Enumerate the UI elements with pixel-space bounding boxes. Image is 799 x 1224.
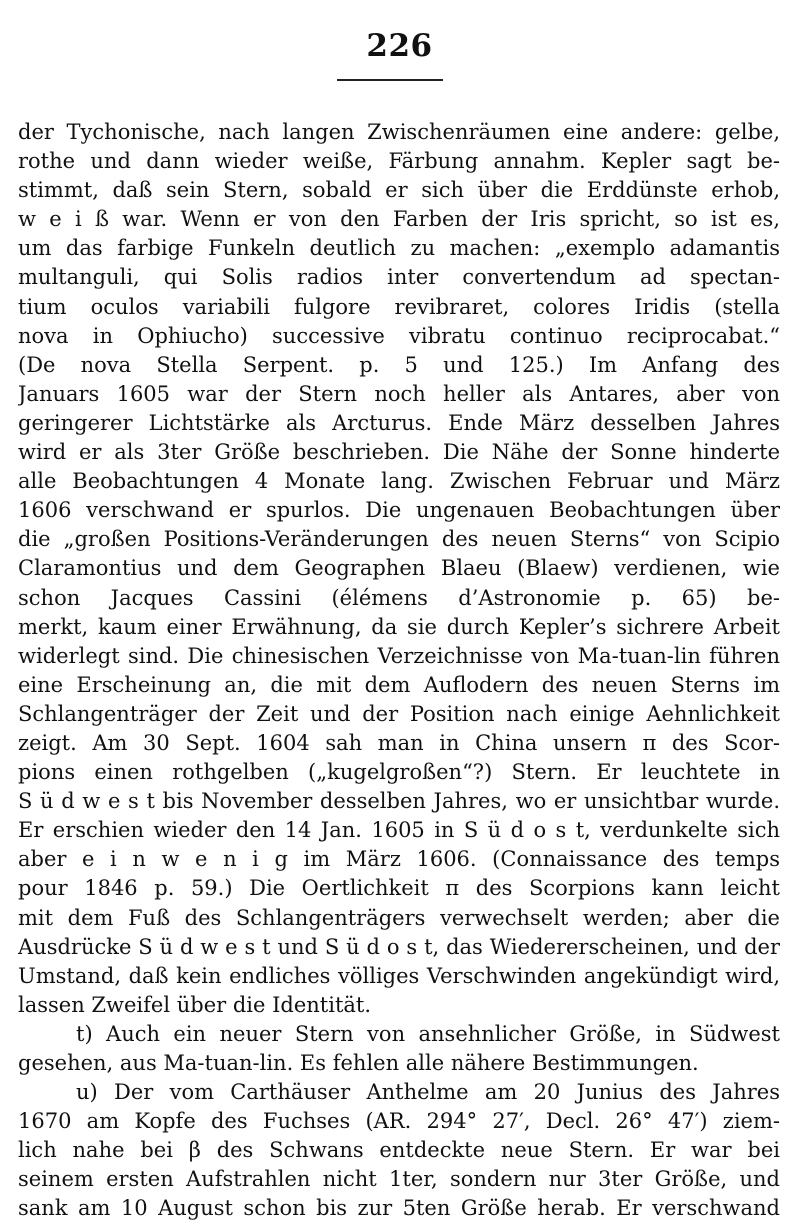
text-line: wird er als 3ter Größe beschrieben. Die Nähe der Sonne hinderte — [18, 440, 780, 465]
page-number: 226 — [366, 28, 433, 64]
text-line: der Tychonische, nach langen Zwischenräumen eine andere: gelbe, — [18, 120, 780, 144]
note-t-line: gesehen, aus Ma-tuan-lin. Es fehlen alle nähere Bestimmungen. — [18, 1051, 699, 1075]
text-line: (De nova Stella Serpent. p. 5 und 125.) Im Anfang des — [18, 352, 780, 377]
text-line: alle Beobachtungen 4 Monate lang. Zwischen Februar und März — [18, 469, 780, 494]
text-line: lassen Zweifel über die Identität. — [18, 992, 372, 1017]
text-line: merkt, kaum einer Erwähnung, da sie durch Kepler’s sichrere Arbeit — [18, 614, 780, 639]
body-text — [18, 118, 780, 1224]
text-line: stimmt, daß sein Stern, sobald er sich über die Erddünste erhob, — [18, 178, 780, 203]
text-line: pour 1846 p. 59.) Die Oertlichkeit π des Scorpions kann leicht — [18, 876, 780, 901]
note-u-line: lich nahe bei β des Schwans entdeckte neue Stern. Er war bei — [18, 1138, 780, 1163]
text-line: w e i ß war. Wenn er von den Farben der Iris spricht, so ist es, — [18, 207, 780, 232]
text-line: multanguli, qui Solis radios inter convertendum ad spectan- — [18, 265, 780, 290]
text-line: um das farbige Funkeln deutlich zu machen: „exemplo adamantis — [18, 236, 780, 261]
text-line: Er erschien wieder den 14 Jan. 1605 in S ü d o s t, verdunkelte sich — [18, 818, 780, 843]
text-line: aber e i n w e n i g im März 1606. (Connaissance des temps — [18, 847, 780, 872]
text-line: widerlegt sind. Die chinesischen Verzeichnisse von Ma-tuan-lin führen — [18, 643, 780, 668]
note-u-line: sank am 10 August schon bis zur 5ten Größe herab. Er verschwand — [18, 1196, 780, 1221]
text-line: eine Erscheinung an, die mit dem Auflodern des neuen Sterns im — [18, 672, 780, 697]
note-u-line: seinem ersten Aufstrahlen nicht 1ter, sondern nur 3ter Größe, und — [18, 1167, 780, 1192]
text-line: Januars 1605 war der Stern noch heller als Antares, aber von — [18, 381, 780, 406]
text-line: tium oculos variabili fulgore revibraret, colores Iridis (stella — [18, 294, 780, 319]
note-u-line: 1670 am Kopfe des Fuchses (AR. 294° 27′, Decl. 26° 47′) ziem- — [18, 1109, 780, 1134]
text-line: pions einen rothgelben („kugelgroßen“?) Stern. Er leuchtete in — [18, 760, 780, 785]
text-line: die „großen Positions-Veränderungen des neuen Sterns“ von Scipio — [18, 527, 780, 552]
header-rule — [337, 79, 443, 81]
text-line: nova in Ophiucho) successive vibratu continuo reciprocabat.“ — [18, 323, 780, 348]
text-line: geringerer Lichtstärke als Arcturus. Ende März desselben Jahres — [18, 410, 780, 435]
text-line: mit dem Fuß des Schlangenträgers verwechselt werden; aber die — [18, 905, 780, 930]
text-line: 1606 verschwand er spurlos. Die ungenauen Beobachtungen über — [18, 498, 780, 523]
text-line: S ü d w e s t bis November desselben Jahres, wo er unsichtbar wurde. — [18, 789, 780, 814]
text-line: Schlangenträger der Zeit und der Position nach einige Aehnlichkeit — [18, 701, 780, 726]
text-line: rothe und dann wieder weiße, Färbung annahm. Kepler sagt be- — [18, 149, 780, 174]
text-line: zeigt. Am 30 Sept. 1604 sah man in China unsern π des Scor- — [18, 730, 780, 755]
text-line: Ausdrücke S ü d w e s t und S ü d o s t, das Wiedererscheinen, und der — [18, 934, 780, 959]
note-t-line: t) Auch ein neuer Stern von ansehnlicher Größe, in Südwest — [76, 1021, 780, 1046]
text-line: schon Jacques Cassini (élémens d’Astronomie p. 65) be- — [18, 585, 780, 610]
text-line: Umstand, daß kein endliches völliges Verschwinden angekündigt wird, — [18, 963, 780, 988]
text-line: Claramontius und dem Geographen Blaeu (Blaew) verdienen, wie — [18, 556, 780, 581]
note-u-line: u) Der vom Carthäuser Anthelme am 20 Junius des Jahres — [76, 1080, 780, 1105]
